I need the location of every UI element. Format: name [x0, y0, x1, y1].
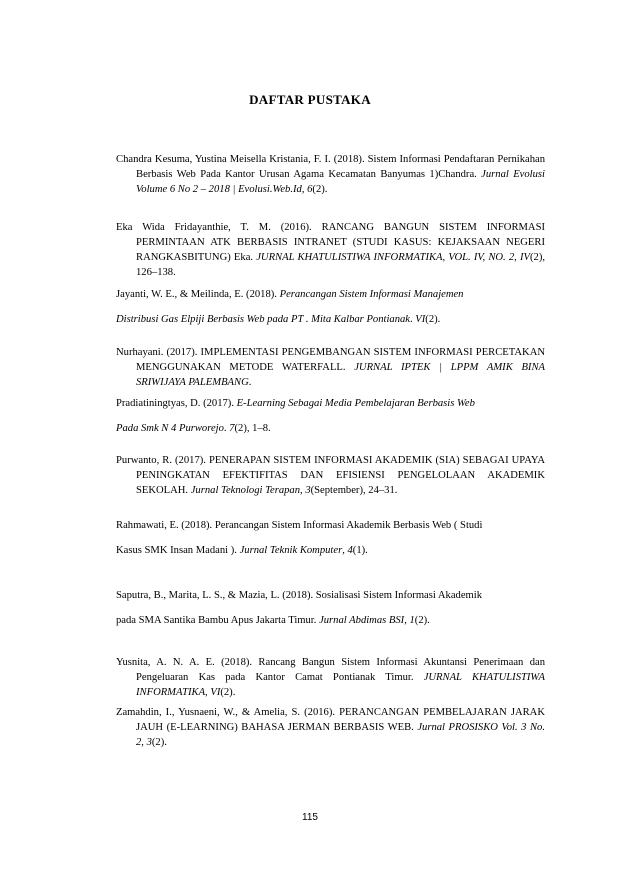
reference-issue: (2).	[414, 615, 430, 626]
reference-volume: 3	[146, 737, 152, 748]
reference-text: .	[223, 423, 230, 434]
reference-text: Yusnita, A. N. A. E. (2018). Rancang Bangun Sistem Informasi Akuntansi Penerimaan dan Pengeluaran Kas pada Kantor Camat Pontianak Timur.	[116, 657, 545, 683]
reference-issue: (2).	[312, 184, 328, 195]
reference-text: ,	[301, 184, 308, 195]
reference-text: Zamahdin, I., Yusnaeni, W., & Amelia, S. (2016). PERANCANGAN PEMBELAJARAN JARAK JAUH (E-LEARNING) BAHASA JERMAN BERBASIS WEB.	[116, 707, 545, 733]
reference-entry	[116, 588, 545, 628]
reference-issue: (2).	[151, 737, 167, 748]
reference-text: Purwanto, R. (2017). PENERAPAN SISTEM INFORMASI AKADEMIK (SIA) SEBAGAI UPAYA PENINGKATAN EFEKTIFITAS DAN EFISIENSI PENGELOLAAN AKADEMIK SEKOLAH.	[116, 455, 545, 496]
reference-issue: (2).	[425, 314, 441, 325]
reference-journal: Jurnal Evolusi Volume 6 No 2 – 2018 | Evolusi.Web.Id	[136, 169, 545, 195]
reference-issue: (2), 126–138.	[136, 252, 546, 278]
reference-volume: 7	[229, 423, 235, 434]
reference-title: E-Learning Sebagai Media Pembelajaran Berbasis Web	[236, 398, 475, 409]
reference-entry	[116, 396, 545, 436]
reference-issue: (1).	[352, 545, 368, 556]
reference-journal: Jurnal PROSISKO Vol. 3 No. 2	[136, 722, 545, 748]
reference-entry	[116, 287, 545, 327]
reference-volume: 4	[347, 545, 353, 556]
reference-volume: IV	[520, 252, 530, 263]
reference-entry	[116, 220, 545, 280]
reference-text: .	[410, 314, 416, 325]
reference-volume: VI	[210, 687, 221, 698]
page-number: 115	[302, 812, 318, 823]
reference-text: Nurhayani. (2017). IMPLEMENTASI PENGEMBANGAN SISTEM INFORMASI PERCETAKAN MENGGUNAKAN METODE WATERFALL.	[116, 347, 545, 373]
reference-text: Jayanti, W. E., & Meilinda, E. (2018).	[116, 289, 280, 300]
reference-text: .	[248, 377, 252, 388]
reference-title: Pada Smk N 4 Purworejo	[116, 423, 224, 434]
reference-text: ,	[514, 252, 520, 263]
reference-journal: Jurnal Teknik Komputer	[239, 545, 343, 556]
reference-title: Perancangan Sistem Informasi Manajemen	[279, 289, 464, 300]
reference-journal: JURNAL IPTEK | LPPM AMIK BINA SRIWIJAYA PALEMBANG	[136, 362, 545, 388]
reference-entry	[116, 518, 545, 558]
reference-journal: Jurnal Abdimas BSI	[319, 615, 405, 626]
reference-journal: Jurnal Teknologi Terapan	[190, 485, 301, 496]
reference-text: ,	[141, 737, 147, 748]
reference-text: Saputra, B., Marita, L. S., & Mazia, L. (2018). Sosialisasi Sistem Informasi Akademik	[116, 590, 483, 601]
reference-journal: JURNAL KHATULISTIWA INFORMATIKA	[136, 672, 545, 698]
reference-volume: 3	[305, 485, 311, 496]
reference-entry	[116, 152, 545, 197]
reference-continuation	[116, 421, 545, 436]
reference-issue: (2).	[220, 687, 236, 698]
reference-entry	[116, 345, 545, 390]
reference-text: pada SMA Santika Bambu Apus Jakarta Timur.	[116, 615, 320, 626]
reference-issue: (September), 24–31.	[310, 485, 398, 496]
reference-title: Distribusi Gas Elpiji Berbasis Web pada PT . Mita Kalbar Pontianak	[116, 314, 410, 325]
reference-text: ,	[404, 615, 410, 626]
reference-volume: 6	[307, 184, 313, 195]
reference-journal: JURNAL KHATULISTIWA INFORMATIKA, VOL. IV, NO. 2	[256, 252, 515, 263]
reference-text: ,	[342, 545, 348, 556]
reference-text: Eka Wida Fridayanthie, T. M. (2016). RANCANG BANGUN SISTEM INFORMASI PERMINTAAN ATK BERBASIS INTRANET (STUDI KASUS: KEJAKSAAN NEGERI RANGKASBITUNG) Eka.	[116, 222, 545, 263]
reference-text: ,	[205, 687, 211, 698]
reference-issue: (2), 1–8.	[234, 423, 271, 434]
reference-text: ,	[300, 485, 306, 496]
reference-text: Rahmawati, E. (2018). Perancangan Sistem Informasi Akademik Berbasis Web ( Studi	[116, 520, 483, 531]
reference-entry	[116, 655, 545, 700]
reference-text: Chandra Kesuma, Yustina Meisella Kristania, F. I. (2018). Sistem Informasi Pendaftaran Pernikahan Berbasis Web Pada Kantor Urusan Agama Kecamatan Banyumas 1)Chandra.	[116, 154, 545, 180]
reference-text: Pradiatiningtyas, D. (2017).	[116, 398, 237, 409]
page-title: DAFTAR PUSTAKA	[249, 92, 371, 107]
reference-entry	[116, 705, 545, 750]
reference-volume: VI	[415, 314, 426, 325]
reference-continuation	[116, 613, 545, 628]
reference-continuation	[116, 543, 545, 558]
reference-volume: 1	[409, 615, 415, 626]
reference-text: Kasus SMK Insan Madani ).	[116, 545, 240, 556]
reference-continuation	[116, 312, 545, 327]
reference-entry	[116, 453, 545, 498]
